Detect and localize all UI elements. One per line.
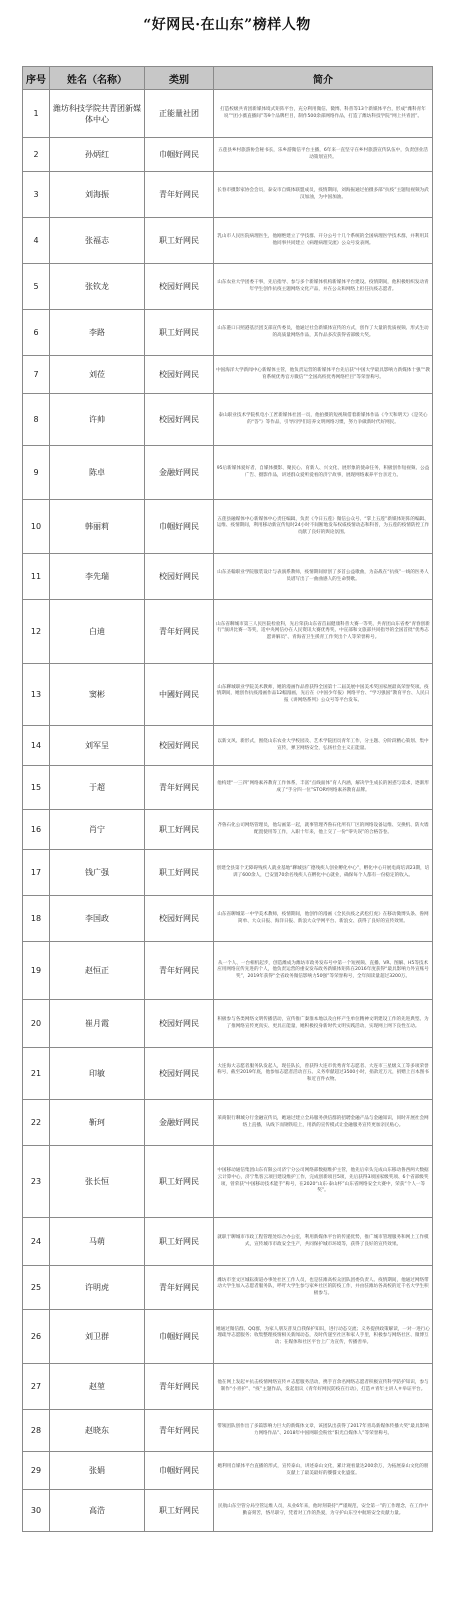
row-name: 李先瑞 — [50, 554, 145, 600]
row-number: 4 — [23, 218, 50, 264]
table-row — [23, 138, 433, 172]
row-intro: 打造校级共青团新媒体境式矩阵平台，充分利用微信、微博、科普等13个新媒体平台，形成“潍科青年说”“团小薇直播间”等9个品牌栏目，制作500余部网络作品，打造了潍坊科技学院“网上共青团”。 — [214, 90, 433, 138]
row-number: 2 — [23, 138, 50, 172]
table-row — [23, 1146, 433, 1218]
row-category: 职工好网民 — [145, 810, 214, 850]
row-name: 李国政 — [50, 896, 145, 942]
row-name: 马萌 — [50, 1218, 145, 1266]
row-intro: 民航山东空管分局空管运维人员，从业6年来，他时刻秉持“严谨规范，安全第一”的工作理念，在工作中勤奋刻苦，恪尽职守，凭着对工作的热爱，为守护山东空中航班安全贡献力量。 — [214, 1490, 433, 1532]
table-row — [23, 1218, 433, 1266]
row-number: 29 — [23, 1452, 50, 1490]
row-number: 17 — [23, 850, 50, 896]
table-row — [23, 356, 433, 394]
row-number: 27 — [23, 1364, 50, 1410]
row-number: 26 — [23, 1310, 50, 1364]
row-name: 赵恒正 — [50, 942, 145, 1000]
row-number: 16 — [23, 810, 50, 850]
row-category: 巾帼好网民 — [145, 500, 214, 554]
row-category: 青年好网民 — [145, 600, 214, 664]
row-intro: 中国移动通信集团山东有限公司济宁分公司网络部数据维护主管，他先后牵头完成山东移动鲁西两大数据云计算中心，济宁集客云项目建设维护工作，完成创新项目5项，先后获得3项国家级奖项、6个省部级奖项，曾荣获“中国移动技术能手”称号，在2020“山东·泰山杯”山东省网络安全大赛中，荣获“个人一等奖”。 — [214, 1146, 433, 1218]
row-category: 校园好网民 — [145, 264, 214, 310]
row-name: 刘海振 — [50, 172, 145, 218]
row-intro: 大连海大志愿者服务队发起人，现任队长，曾获得大连市优秀青年志愿者、大连市三星级义工等多项荣誉称号，截至2019年底，他参加志愿者活动百五、义务奉献超过3500小时，捐款近万元，捐赠上百本图书和近百件衣物。 — [214, 1048, 433, 1100]
table-row — [23, 942, 433, 1000]
row-category: 青年好网民 — [145, 766, 214, 810]
row-number: 1 — [23, 90, 50, 138]
row-name: 许明虎 — [50, 1266, 145, 1310]
row-category: 青年好网民 — [145, 1410, 214, 1452]
row-name: 靳珂 — [50, 1100, 145, 1146]
row-number: 24 — [23, 1218, 50, 1266]
row-intro: 以新文风、新形式，围绕山东农业大学校园及、艺术学院团员青年工作，分主题、分阶段精心策划、集中宣传，弹卫网络安全，弘扬社会主义正能量。 — [214, 726, 433, 766]
row-category: 中國好网民 — [145, 664, 214, 726]
row-intro: 乳山市人民医院病理医生，他刚绝建立了学技群、开分公号十几个系统的全国病理医学技术群，并利用其他同事共同建立《病理病理交流》公众号发表网。 — [214, 218, 433, 264]
row-number: 21 — [23, 1048, 50, 1100]
row-intro: 长春市摄影家协会会员，泰安市自媒体联盟成员，疫情期间，刘海振通过拍摄多部“抗疫”主题短视频为武汉加油，为中国加油。 — [214, 172, 433, 218]
row-category: 青年好网民 — [145, 1266, 214, 1310]
row-number: 3 — [23, 172, 50, 218]
row-category: 正能量社团 — [145, 90, 214, 138]
document-title: “好网民·在山东”榜样人物 — [143, 17, 311, 33]
table-row — [23, 766, 433, 810]
row-intro: 山东港口日照港基层团支部宣传委员，他通过社会新媒体宣传的方式，创作了大量的优质视频、形式生动的高质量网络作品，其作品多次获得省部级大奖。 — [214, 310, 433, 356]
table-row — [23, 1410, 433, 1452]
row-name: 张娟 — [50, 1452, 145, 1490]
table-row — [23, 90, 433, 138]
table-row — [23, 446, 433, 500]
row-category: 校园好网民 — [145, 726, 214, 766]
row-intro: 她利用自媒体平台直播的形式，宣传泰山，讲述泰山文化，累计观看量达200余万，为拓展泰山文化的朋友献上了最美最好的饕餮文化盛宴。 — [214, 1452, 433, 1490]
row-intro: 中国海洋大学新闻中心新媒体主管，他负责运营的新媒体平台先后获“中国大学最具影响力新媒体十强”“教育系统优秀官方微信”“全国高校优秀网络栏目”等荣誉称号。 — [214, 356, 433, 394]
table-row — [23, 1000, 433, 1048]
header-number: 序号 — [23, 67, 50, 90]
table-row — [23, 664, 433, 726]
row-intro: 从一个人、一台相机起步，创造潍成为潍坊市政务发布号中第一个短视频、直播、VR、图解、H5等技术应用网络宣传先进的个人，他负责运营的重安发布政务新媒体矩阵在2016年度获得“最具影响力外宣账号奖”，2019年获得“全省政务微信影响力50强”等荣誉称号，全年阅读量超过3200万。 — [214, 942, 433, 1000]
row-name: 白迪 — [50, 600, 145, 664]
table-header — [23, 67, 433, 90]
row-number: 8 — [23, 394, 50, 446]
row-category: 职工好网民 — [145, 1490, 214, 1532]
row-name: 孙炳红 — [50, 138, 145, 172]
row-number: 15 — [23, 766, 50, 810]
row-number: 23 — [23, 1146, 50, 1218]
row-name: 张长恒 — [50, 1146, 145, 1218]
row-intro: 创建全县第个无障碍残疾人就业基地“聊城县广德残疾人创业孵化中心”，孵化中心开展电商培训23期，培训了600余人，已安置70余名残疾人在孵化中心就业，确保每个人都有一份稳定的收入。 — [214, 850, 433, 896]
row-number: 28 — [23, 1410, 50, 1452]
row-category: 青年好网民 — [145, 1364, 214, 1410]
table-row — [23, 1100, 433, 1146]
table-row — [23, 264, 433, 310]
row-category: 校园好网民 — [145, 1048, 214, 1100]
row-intro: 就职于聊城市市政工程管理处综合办公室，利用新媒体平台的传递优势，推广城市管理服务和网上工作模式，宣传城市市政安全生产，共同保护城市环境等，获得了良好的宣传效果。 — [214, 1218, 433, 1266]
row-intro: 山东圣翰职业学院服装设计与表演系教师，疫情期间原创了多首公益歌曲，为奋战在“抗疫”一线的医务人员谱写出了一曲曲感人的生命赞歌。 — [214, 554, 433, 600]
row-category: 校园好网民 — [145, 1000, 214, 1048]
table-row — [23, 1310, 433, 1364]
row-number: 5 — [23, 264, 50, 310]
row-name: 许帅 — [50, 394, 145, 446]
row-number: 6 — [23, 310, 50, 356]
row-category: 巾帼好网民 — [145, 1310, 214, 1364]
row-intro: 齐鲁石化公司网络管理员，他勾画第一起，就事管理齐鲁石化所有厂区的网络设备运维、交换机、防火墙配置使用等工作，入职十年来，他上交了一份“零失误”的合格答卷。 — [214, 810, 433, 850]
table-row — [23, 810, 433, 850]
row-number: 18 — [23, 896, 50, 942]
table-row — [23, 1266, 433, 1310]
table-row — [23, 726, 433, 766]
row-number: 22 — [23, 1100, 50, 1146]
row-name: 赵晓东 — [50, 1410, 145, 1452]
row-intro: 带领团队创作出了多篇影响力巨大的新媒体文章，该团队出获得了2017年青岛新媒体传播大奖“最具影响力网络作品”、2018年中国网联会粉丝“阳光自媒体人”等荣誉称号。 — [214, 1410, 433, 1452]
row-intro: 五莲县融媒体中心新媒体中心责任编辑，负责《今日五莲》微信公众号、“掌上五莲”新媒体矩阵的编辑、运维、疫情期间，利用移动新宣传短时24小时不间断地发布权威疫情动态和科普，为五莲的疫情防控工作贡献了良好的舆论氛围。 — [214, 500, 433, 554]
row-category: 校园好网民 — [145, 896, 214, 942]
row-name: 于超 — [50, 766, 145, 810]
table-row — [23, 1490, 433, 1532]
row-category: 职工好网民 — [145, 1146, 214, 1218]
row-name: 陈卓 — [50, 446, 145, 500]
row-intro: 他构建“一三四”网络素养教育工作体系，丰富“点线面体”育人内涵，解决学生成长的困惑与需求，逐渐形成了“手分四一位”STORY网络素养教育品牌。 — [214, 766, 433, 810]
table-row — [23, 554, 433, 600]
row-intro: 泰山职业技术学院机电小工匠新媒体社团一员，他拍摄的短视频借着新媒体作品《今天和明天》《是笑心的“答”》等作品，引导同学们培养文明网络习惯，努力争做新时代好网民。 — [214, 394, 433, 446]
row-number: 14 — [23, 726, 50, 766]
row-category: 职工好网民 — [145, 218, 214, 264]
row-intro: 山东聊城职业学院美术教师，她的漫画作品曾获得全国第十二届美展中国美术奖国家展最高荣誉奖项。疫情期间，她创作抗疫漫画作品12幅漫画，先后在《中国少年报》网络平台、“学习强国”教育平台、人民日报《讲网络系列》公众号等平台发布。 — [214, 664, 433, 726]
row-name: 高浩 — [50, 1490, 145, 1532]
row-intro: 潍坊市奎文区城耘街道办事处社区工作人员，也是驻滩高校众团队团委负责人。疫情期间，他通过网络带动大学生加入志愿者服务队，呼吁大学生参与家乡社区的防疫工作，并由驻滩坊各高校的近千名大学生积极参与。 — [214, 1266, 433, 1310]
row-intro: 五莲县乡村旅游协会秘书长，乐乡游微信平台主播，6年来一直坚守在乡村旅游宣传队伍中，负责创业活动策划宣传。 — [214, 138, 433, 172]
row-number: 11 — [23, 554, 50, 600]
row-category: 巾帼好网民 — [145, 138, 214, 172]
row-category: 职工好网民 — [145, 310, 214, 356]
table-row — [23, 1364, 433, 1410]
row-name: 潍坊科技学院共青团新媒体中心 — [50, 90, 145, 138]
table-row — [23, 850, 433, 896]
roster-table — [22, 66, 433, 1532]
row-name: 张福志 — [50, 218, 145, 264]
row-name: 张钦龙 — [50, 264, 145, 310]
row-number: 7 — [23, 356, 50, 394]
row-category: 职工好网民 — [145, 1218, 214, 1266]
row-name: 崔月霞 — [50, 1000, 145, 1048]
row-category: 金融好网民 — [145, 446, 214, 500]
row-category: 青年好网民 — [145, 942, 214, 1000]
row-intro: 莱商银行聊城分行金融宣传员，她通过建立全局服务供信群的招聘金融产品与金融知识，同时开展社会网络上直播，从线下而钢铁哇上，用新的宣传模式让金融服务宣传更加亲民贴心。 — [214, 1100, 433, 1146]
row-intro: 95后新媒体爱好者，自媒体摄影、聚民心、育新人、兴文化、展形象的使命任务，积极创作短视频、公益广告、摄影作品，讲述群众爱听爱看的济宁故事，展现网络素养平台亲近力。 — [214, 446, 433, 500]
row-number: 10 — [23, 500, 50, 554]
row-category: 职工好网民 — [145, 850, 214, 896]
row-name: 赵堃 — [50, 1364, 145, 1410]
header-row — [23, 67, 433, 90]
row-intro: 她通过微信群、QQ群，为家人朋友普及自我保护知识，进行动态交流；义务提供政策解读，一对一进行心理疏导志愿服务；收集整理疫情相关新闻动态，及时传递至社区和家人手里，积极参与网络社区、微博互动；在媒体和社区平台上广为宣传，传播善举。 — [214, 1310, 433, 1364]
row-name: 刘卫群 — [50, 1310, 145, 1364]
table-body — [23, 90, 433, 1532]
row-name: 刘军呈 — [50, 726, 145, 766]
row-name: 印敏 — [50, 1048, 145, 1100]
table-row — [23, 394, 433, 446]
row-name: 韩丽莉 — [50, 500, 145, 554]
table-row — [23, 172, 433, 218]
row-name: 肖宁 — [50, 810, 145, 850]
table-row — [23, 896, 433, 942]
table-row — [23, 600, 433, 664]
row-number: 13 — [23, 664, 50, 726]
row-name: 窦彬 — [50, 664, 145, 726]
row-category: 校园好网民 — [145, 394, 214, 446]
row-category: 校园好网民 — [145, 554, 214, 600]
row-category: 巾帼好网民 — [145, 1452, 214, 1490]
row-category: 青年好网民 — [145, 172, 214, 218]
table-row — [23, 500, 433, 554]
row-category: 金融好网民 — [145, 1100, 214, 1146]
row-number: 19 — [23, 942, 50, 1000]
row-name: 钱广强 — [50, 850, 145, 896]
row-number: 25 — [23, 1266, 50, 1310]
header-name: 姓名（名称） — [50, 67, 145, 90]
row-number: 9 — [23, 446, 50, 500]
row-intro: 积极参与各类网络文明传播活动，宣传推广秦淮本地以及白杯产生单位精神文明建设工作的先进典型。为了推网络宣传更真实、更具正能量，她积极投身新时代文明实践活动，实现网上网下良性互动。 — [214, 1000, 433, 1048]
row-category: 校园好网民 — [145, 356, 214, 394]
table-row — [23, 218, 433, 264]
row-number: 30 — [23, 1490, 50, 1532]
table-row — [23, 310, 433, 356]
row-intro: 山东省聊城市第三人民医院检验科，先后荣获山东省首届健康科普大赛一等奖、共青团山东省委“青春创新行”演讲比赛一等奖，适中央网信办在人民资讯大赛优秀奖、中宣部和文旅部共同指导的全国首批“优秀志愿讲解员”、青海省卫生援青工作突出个人等荣誉称号。 — [214, 600, 433, 664]
header-intro: 简介 — [214, 67, 433, 90]
table-row — [23, 1452, 433, 1490]
row-name: 李路 — [50, 310, 145, 356]
row-number: 12 — [23, 600, 50, 664]
table-row — [23, 1048, 433, 1100]
row-intro: 山东省聊城第一中学美术教师，疫情期间，他创作的漫画《全民抗疫之武松打虎》在移动微博头条、鲁网简单、大众日报、海洋日报、新浪大众学网平台、新浪女、获得了良好的宣传效果。 — [214, 896, 433, 942]
row-intro: 山东农业大学团委干事，先后指导、参与多个新媒体机构新媒体平台建设。疫情期间，他积极组织发动青年学生创作抗疫主题网络文化产品，并在公众和网络上担任抗疫志愿者。 — [214, 264, 433, 310]
header-category: 类别 — [145, 67, 214, 90]
row-name: 刘莅 — [50, 356, 145, 394]
row-intro: 他在网上发起＃抗击疫情网络宣传＃志愿服务活动，携手百余名网络志愿者积极宣传科学防护知识，参与制作“小青护”、“疫”主题作品，发起倡议《青年好网民防疫在行动》，打造＃青年主讲人＃举证平台。 — [214, 1364, 433, 1410]
row-number: 20 — [23, 1000, 50, 1048]
